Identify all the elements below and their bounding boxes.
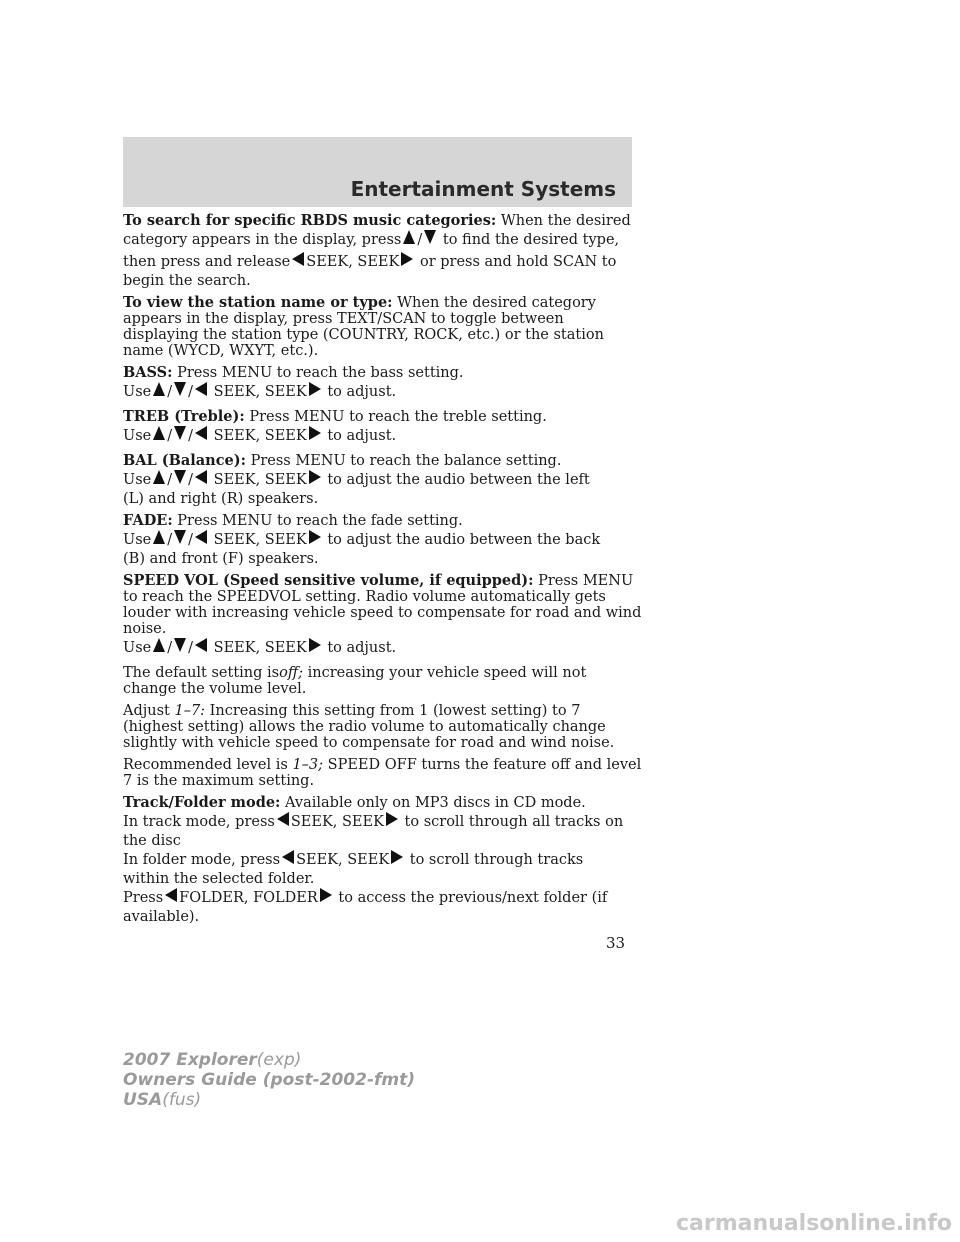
- arrow-up-icon: [152, 381, 166, 397]
- track-mode-text-b: to scroll through all tracks on: [404, 814, 624, 830]
- search-text-2: category appears in the display, press: [123, 232, 402, 248]
- use-text: Use: [123, 384, 152, 400]
- default-off: off;: [279, 665, 303, 681]
- arrow-left-icon: [194, 529, 208, 545]
- use-text: Use: [123, 532, 152, 548]
- slash: /: [188, 384, 194, 400]
- footer-guide: Owners Guide (post-2002-fmt): [123, 1070, 416, 1090]
- adjust-paragraph: [123, 703, 643, 751]
- speed-vol-text-b: reach the SPEEDVOL setting. Radio volume automatically gets louder with increasing vehicle speed to compensate for road and wind noise.: [123, 589, 642, 637]
- view-text: When the desired category appears in the display, press TEXT/SCAN to toggle between displaying the station type (COUNTRY, ROCK, etc.) or the station name (WYCD, WXYT, etc.).: [123, 295, 604, 359]
- seek-label: SEEK, SEEK: [213, 532, 307, 548]
- seek-label: SEEK, SEEK: [296, 852, 390, 868]
- manual-content: [123, 213, 643, 931]
- use-text: Use: [123, 428, 152, 444]
- arrow-left-icon: [291, 251, 305, 267]
- search-text-3b: or press and hold SCAN to: [419, 254, 617, 270]
- recommended-range: 1–3;: [292, 757, 324, 773]
- slash: /: [188, 428, 194, 444]
- arrow-right-icon: [385, 811, 399, 827]
- arrow-left-icon: [194, 425, 208, 441]
- slash: /: [417, 232, 423, 248]
- search-paragraph: [123, 213, 643, 289]
- search-text-4: begin the search.: [123, 273, 251, 289]
- seek-label: SEEK, SEEK: [213, 384, 307, 400]
- slash: /: [188, 532, 194, 548]
- default-text-b: increasing your vehicle speed will not change the volume level.: [123, 665, 587, 697]
- seek-label: SEEK, SEEK: [213, 472, 307, 488]
- adjust-range: 1–7:: [174, 703, 206, 719]
- arrow-right-icon: [390, 849, 404, 865]
- seek-label: SEEK, SEEK: [213, 640, 307, 656]
- folder-mode-text-c: within the selected folder.: [123, 871, 315, 887]
- slash: /: [167, 428, 173, 444]
- view-paragraph: [123, 295, 643, 359]
- arrow-up-icon: [402, 229, 416, 245]
- adjust-text-b: Increasing this setting from 1 (lowest setting) to 7 (highest setting) allows the radio volume to automatically change slightly with vehicle speed to compensate for road and wind noise.: [123, 703, 615, 751]
- treble-paragraph: [123, 409, 643, 447]
- arrow-left-icon: [276, 811, 290, 827]
- default-text-a: The default setting is: [123, 665, 280, 681]
- speed-vol-paragraph: [123, 573, 643, 659]
- arrow-up-icon: [152, 637, 166, 653]
- search-text-2b: to find the desired type,: [442, 232, 620, 248]
- speed-vol-text-a: Press MENU to: [123, 573, 634, 605]
- treble-text: Press MENU to reach the treble setting.: [249, 409, 547, 425]
- search-text-3: then press and release: [123, 254, 291, 270]
- fade-adjust-text: to adjust the audio between the back: [327, 532, 601, 548]
- page-number: 33: [606, 934, 626, 952]
- arrow-down-icon: [173, 469, 187, 485]
- fade-label: FADE:: [123, 512, 173, 529]
- arrow-left-icon: [164, 887, 178, 903]
- seek-label: SEEK, SEEK: [290, 814, 384, 830]
- arrow-left-icon: [194, 469, 208, 485]
- slash: /: [167, 532, 173, 548]
- fade-paragraph: [123, 513, 643, 567]
- section-title: Entertainment Systems: [350, 177, 616, 201]
- arrow-down-icon: [173, 425, 187, 441]
- fade-cont-text: (B) and front (F) speakers.: [123, 551, 319, 567]
- arrow-up-icon: [152, 425, 166, 441]
- header-band: [123, 137, 632, 207]
- track-mode-text-a: In track mode, press: [123, 814, 275, 830]
- treble-label: TREB (Treble):: [123, 408, 245, 425]
- speed-vol-label: SPEED VOL (Speed sensitive volume, if equipped):: [123, 572, 534, 589]
- arrow-down-icon: [423, 229, 437, 245]
- view-label: To view the station name or type:: [123, 294, 393, 311]
- press-text-b: to access the previous/next folder (if: [338, 890, 608, 906]
- balance-cont-text: (L) and right (R) speakers.: [123, 491, 319, 507]
- arrow-right-icon: [308, 529, 322, 545]
- arrow-right-icon: [308, 637, 322, 653]
- bass-paragraph: [123, 365, 643, 403]
- press-text-c: available).: [123, 909, 200, 925]
- arrow-down-icon: [173, 529, 187, 545]
- arrow-left-icon: [194, 381, 208, 397]
- adjust-text-a: Adjust: [123, 703, 170, 719]
- footer-model-code: (exp): [256, 1050, 302, 1070]
- slash: /: [167, 384, 173, 400]
- arrow-right-icon: [308, 381, 322, 397]
- fade-text: Press MENU to reach the fade setting.: [177, 513, 463, 529]
- recommended-paragraph: [123, 757, 643, 789]
- footer-region: USA: [123, 1090, 163, 1110]
- seek-label: SEEK, SEEK: [213, 428, 307, 444]
- arrow-down-icon: [173, 637, 187, 653]
- watermark: carmanualsonline.info: [676, 1211, 952, 1236]
- footer-region-code: (fus): [162, 1090, 202, 1110]
- track-folder-label: Track/Folder mode:: [123, 794, 281, 811]
- folder-mode-text-a: In folder mode, press: [123, 852, 281, 868]
- balance-label: BAL (Balance):: [123, 452, 246, 469]
- search-text: When the desired: [500, 213, 631, 229]
- bass-label: BASS:: [123, 364, 173, 381]
- slash: /: [188, 472, 194, 488]
- balance-adjust-text: to adjust the audio between the left: [327, 472, 590, 488]
- use-text: Use: [123, 640, 152, 656]
- balance-paragraph: [123, 453, 643, 507]
- footer-model: 2007 Explorer: [123, 1050, 257, 1070]
- arrow-up-icon: [152, 529, 166, 545]
- use-text: Use: [123, 472, 152, 488]
- default-paragraph: [123, 665, 643, 697]
- press-text: Press: [123, 890, 164, 906]
- folder-label: FOLDER, FOLDER: [179, 890, 318, 906]
- recommended-text-a: Recommended level is: [123, 757, 288, 773]
- track-folder-paragraph: [123, 795, 643, 925]
- track-folder-text: Available only on MP3 discs in CD mode.: [285, 795, 586, 811]
- folder-mode-text-b: to scroll through tracks: [409, 852, 584, 868]
- slash: /: [188, 640, 194, 656]
- balance-text: Press MENU to reach the balance setting.: [250, 453, 562, 469]
- slash: /: [167, 640, 173, 656]
- arrow-down-icon: [173, 381, 187, 397]
- seek-label: SEEK, SEEK: [306, 254, 400, 270]
- recommended-text-b: SPEED OFF turns the feature off and level 7 is the maximum setting.: [123, 757, 642, 789]
- arrow-right-icon: [308, 469, 322, 485]
- arrow-left-icon: [281, 849, 295, 865]
- slash: /: [167, 472, 173, 488]
- search-label: To search for specific RBDS music categories:: [123, 212, 497, 229]
- arrow-right-icon: [319, 887, 333, 903]
- arrow-left-icon: [194, 637, 208, 653]
- arrow-right-icon: [308, 425, 322, 441]
- bass-text: Press MENU to reach the bass setting.: [177, 365, 464, 381]
- document-footer: [123, 1050, 415, 1110]
- adjust-text: to adjust.: [327, 640, 397, 656]
- adjust-text: to adjust.: [327, 428, 397, 444]
- arrow-right-icon: [400, 251, 414, 267]
- track-mode-text-c: the disc: [123, 833, 181, 849]
- arrow-up-icon: [152, 469, 166, 485]
- adjust-text: to adjust.: [327, 384, 397, 400]
